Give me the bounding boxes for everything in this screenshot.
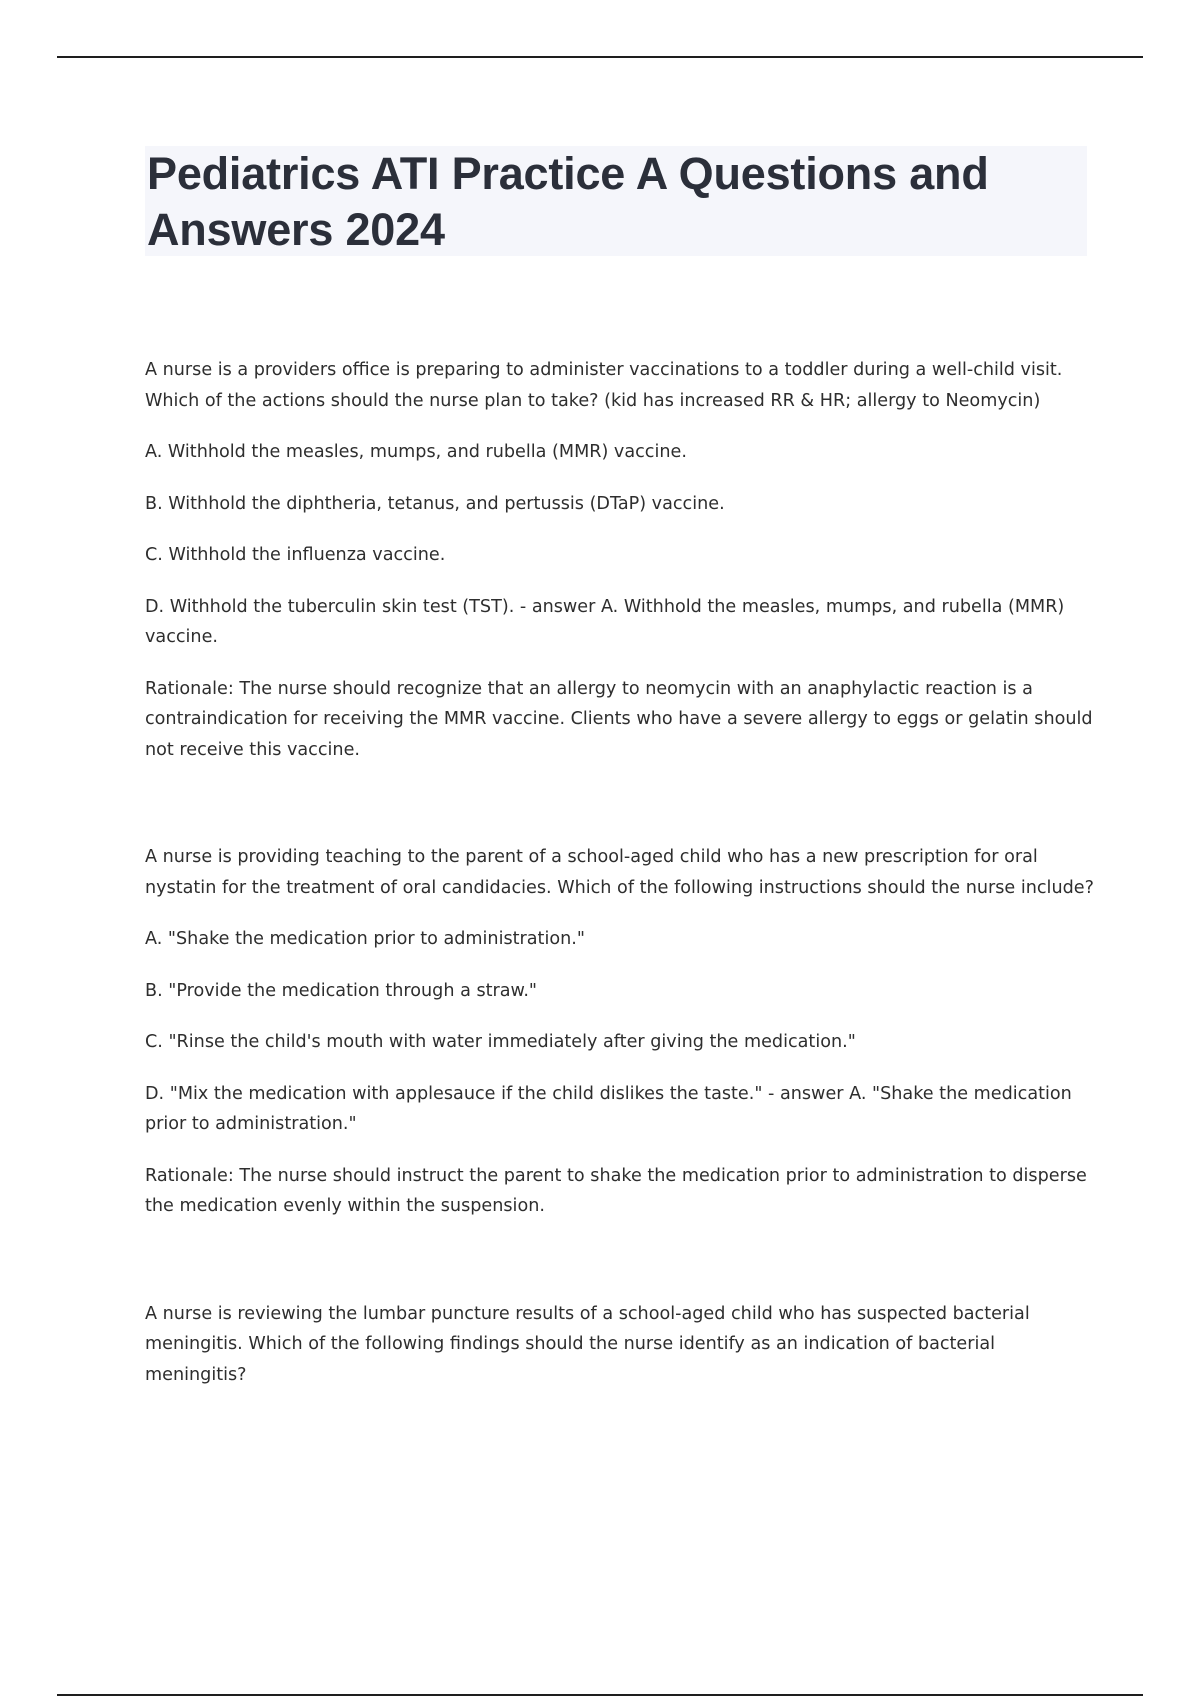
question-stem: A nurse is reviewing the lumbar puncture results of a school-aged child who has suspected bacterial meningitis. Which of the following findings should the nurse identify as an indication of bacterial meningitis? xyxy=(145,1303,1030,1385)
answer-option: B. "Provide the medication through a straw." xyxy=(145,980,538,1001)
top-rule xyxy=(57,56,1143,58)
question-stem: A nurse is providing teaching to the parent of a school-aged child who has a new prescription for oral nystatin for the treatment of oral candidacies. Which of the following instructions should the nurse include? xyxy=(145,847,1094,898)
document-title: Pediatrics ATI Practice A Questions and Answers 2024 xyxy=(147,148,989,255)
answer-option: C. "Rinse the child's mouth with water immediately after giving the medication." xyxy=(145,1032,856,1052)
bottom-rule xyxy=(57,1694,1143,1696)
answer-option: A. Withhold the measles, mumps, and rubella (MMR) vaccine. xyxy=(145,442,687,462)
answer-option: A. "Shake the medication prior to administration." xyxy=(145,929,585,949)
question-separator xyxy=(145,1243,1095,1299)
answer-option: D. "Mix the medication with applesauce if the child dislikes the taste." - answer A. "Shake the medication prior to administration." xyxy=(145,1083,1072,1134)
answer-option: D. Withhold the tuberculin skin test (TST). - answer A. Withhold the measles, mumps, and rubella (MMR) vaccine. xyxy=(145,596,1065,647)
rationale: Rationale: The nurse should recognize that an allergy to neomycin with an anaphylactic reaction is a contraindication for receiving the MMR vaccine. Clients who have a severe allergy to eggs or gelatin should not receive this vaccine. xyxy=(145,678,1093,760)
answer-option: B. Withhold the diphtheria, tetanus, and pertussis (DTaP) vaccine. xyxy=(145,493,725,514)
title-block xyxy=(145,146,1087,256)
question-separator xyxy=(145,786,1095,842)
question-stem: A nurse is a providers office is preparing to administer vaccinations to a toddler during a well-child visit. Which of the actions should the nurse plan to take? (kid has increased RR & HR; allergy to Neomycin) xyxy=(145,360,1063,411)
answer-option: C. Withhold the influenza vaccine. xyxy=(145,545,446,565)
document-body xyxy=(145,355,1095,1411)
rationale: Rationale: The nurse should instruct the parent to shake the medication prior to administration to disperse the medication evenly within the suspension. xyxy=(145,1165,1087,1216)
